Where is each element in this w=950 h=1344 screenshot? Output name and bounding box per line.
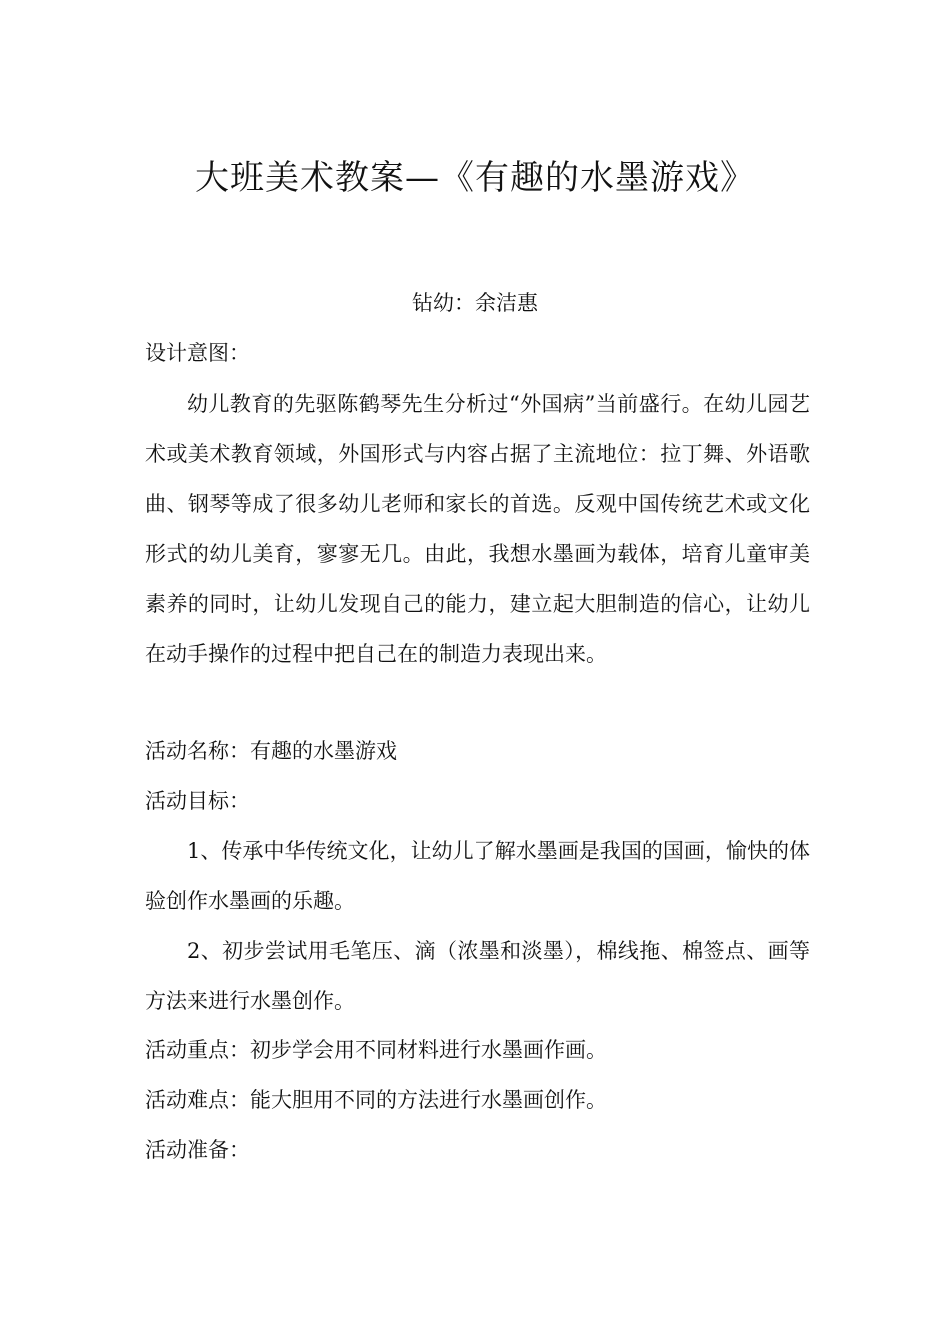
difficulty-point: 活动难点：能大胆用不同的方法进行水墨画创作。: [145, 1088, 607, 1112]
goal-item-1: 1、传承中华传统文化，让幼儿了解水墨画是我国的国画，愉快的体验创作水墨画的乐趣。: [145, 839, 810, 913]
activity-name: 活动名称：有趣的水墨游戏: [145, 739, 397, 763]
goal-item-2: 2、初步尝试用毛笔压、滴（浓墨和淡墨），棉线拖、棉签点、画等方法来进行水墨创作。: [145, 939, 810, 1013]
goals-heading: 活动目标：: [145, 789, 250, 813]
author-line: 钻幼：余洁惠: [412, 291, 538, 315]
preparation-heading: 活动准备：: [145, 1138, 250, 1162]
document-title: 大班美术教案—《有趣的水墨游戏》: [195, 158, 755, 198]
design-paragraph: 幼儿教育的先驱陈鹤琴先生分析过“外国病”当前盛行。在幼儿园艺术或美术教育领域，外国形式与内容占据了主流地位：拉丁舞、外语歌曲、钢琴等成了很多幼儿老师和家长的首选。反观中国传统艺术或文化形式的幼儿美育，寥寥无几。由此，我想水墨画为载体，培育儿童审美素养的同时，让幼儿发现自己的能力，建立起大胆制造的信心，让幼儿在动手操作的过程中把自己在的制造力表现出来。: [145, 392, 810, 666]
design-heading: 设计意图：: [145, 341, 250, 365]
key-point: 活动重点：初步学会用不同材料进行水墨画作画。: [145, 1038, 607, 1062]
